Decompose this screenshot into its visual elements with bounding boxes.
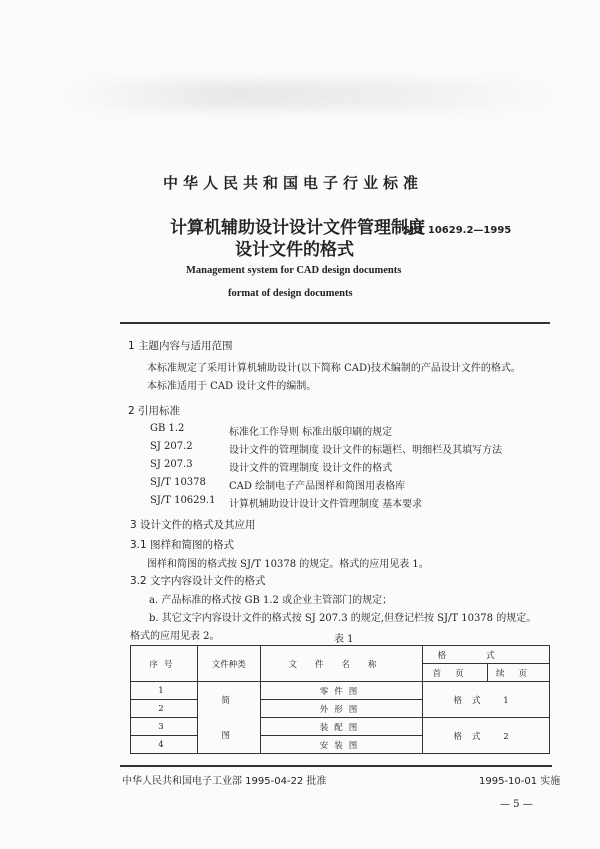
- section-3-heading: 3 设计文件的格式及其应用: [130, 519, 256, 531]
- type-cell: 简: [197, 682, 260, 718]
- title-line-1: 计算机辅助设计设计文件管理制度: [170, 218, 425, 238]
- ref-title: CAD 绘制电子产品图样和简图用表格库: [229, 481, 406, 492]
- issuing-org: 中华人民共和国电子行业标准: [163, 174, 424, 192]
- english-title-1: Management system for CAD design documents: [186, 265, 402, 276]
- type-cell: 图: [197, 718, 260, 754]
- row-name: 装配图: [260, 718, 423, 736]
- ref-code: SJ 207.3: [150, 459, 193, 470]
- ref-title: 设计文件的管理制度 设计文件的格式: [229, 463, 393, 474]
- header-rule: [120, 322, 550, 324]
- section-1-p2: 本标准适用于 CAD 设计文件的编制。: [147, 381, 317, 392]
- row-no: 3: [131, 718, 198, 736]
- table-row: [131, 682, 550, 700]
- section-1-heading: 1 主题内容与适用范围: [128, 340, 233, 352]
- section-2-heading: 2 引用标准: [128, 405, 181, 417]
- section-3-1-text: 图样和简图的格式按 SJ/T 10378 的规定。格式的应用见表 1。: [147, 559, 429, 570]
- bleed-through-shadow: [60, 80, 560, 110]
- item-a: a. 产品标准的格式按 GB 1.2 或企业主管部门的规定；: [149, 595, 393, 606]
- section-3-1-heading: 3.1 图样和简图的格式: [130, 539, 235, 551]
- format-table: [130, 645, 550, 754]
- row-name: 外形图: [260, 700, 423, 718]
- ref-code: SJ 207.2: [150, 441, 193, 452]
- ref-title: 标准化工作导则 标准出版印刷的规定: [229, 427, 393, 438]
- row-no: 2: [131, 700, 198, 718]
- row-name: 安装图: [260, 736, 423, 754]
- header-name: 文件名称: [260, 646, 423, 682]
- format-1: 格式 1: [423, 682, 550, 718]
- header-cont-page: 续页: [488, 664, 550, 682]
- table-caption: 表 1: [334, 634, 354, 645]
- header-type: 文件种类: [197, 646, 260, 682]
- section-1-p1: 本标准规定了采用计算机辅助设计(以下简称 CAD)技术编制的产品设计文件的格式。: [147, 363, 521, 374]
- item-b: b. 其它文字内容设计文件的格式按 SJ 207.3 的规定,但登记栏按 SJ/T 10378 的规定。: [149, 613, 537, 624]
- ref-code: GB 1.2: [150, 423, 185, 434]
- ref-title: 设计文件的管理制度 设计文件的标题栏、明细栏及其填写方法: [229, 445, 503, 456]
- table-row: [131, 718, 550, 736]
- page-number: — 5 —: [500, 799, 533, 810]
- header-first-page: 首页: [423, 664, 488, 682]
- row-no: 4: [131, 736, 198, 754]
- header-no: 序号: [131, 646, 198, 682]
- format-2: 格式 2: [423, 718, 550, 754]
- header-format: 格式: [423, 646, 550, 664]
- ref-code: SJ/T 10378: [150, 477, 206, 488]
- ref-code: SJ/T 10629.1: [150, 495, 216, 506]
- standard-code: SJ/T 10629.2—1995: [403, 225, 512, 236]
- row-name: 零件图: [260, 682, 423, 700]
- english-title-2: format of design documents: [228, 288, 353, 299]
- effective-text: 1995-10-01 实施: [479, 776, 561, 787]
- item-b-cont: 格式的应用见表 2。: [130, 631, 220, 642]
- title-line-2: 设计文件的格式: [235, 240, 354, 260]
- approval-text: 中华人民共和国电子工业部 1995-04-22 批准: [122, 776, 327, 787]
- footer-rule: [120, 765, 552, 767]
- row-no: 1: [131, 682, 198, 700]
- section-3-2-heading: 3.2 文字内容设计文件的格式: [130, 575, 266, 587]
- ref-title: 计算机辅助设计设计文件管理制度 基本要求: [229, 499, 423, 510]
